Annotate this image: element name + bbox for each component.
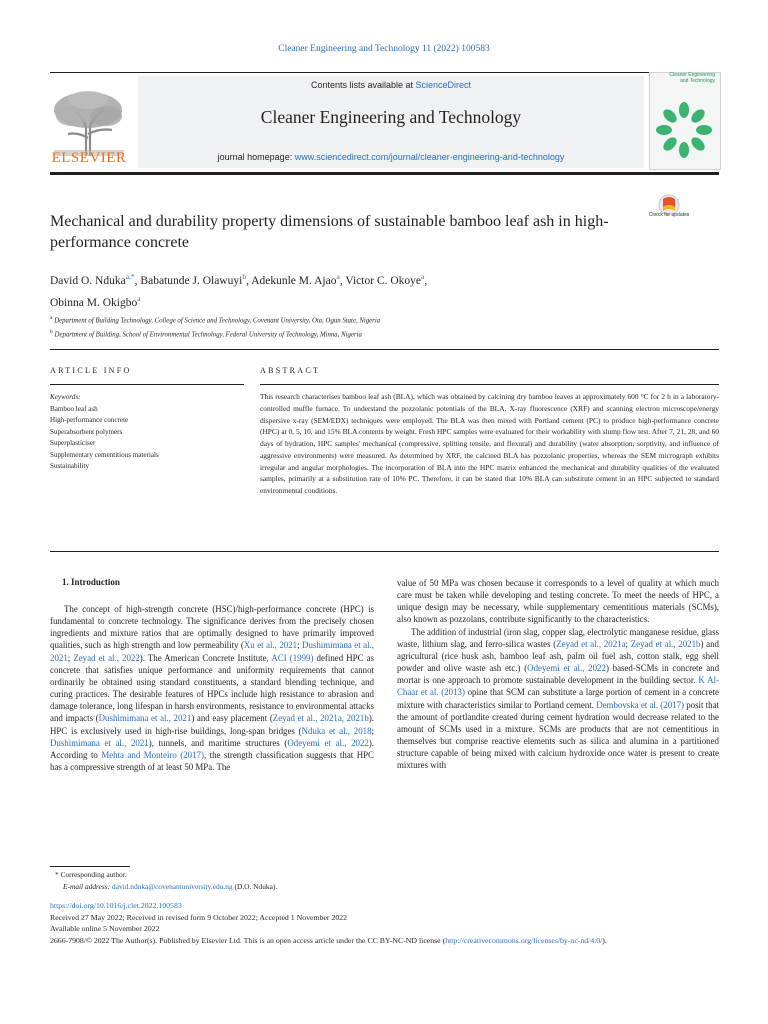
citation-link[interactable]: Zeyad et al., 2021a, 2021b — [272, 713, 369, 724]
keyword-item: Superplasticiser — [50, 439, 96, 447]
journal-homepage-line — [138, 152, 644, 162]
journal-cover-flower-icon — [652, 98, 716, 162]
body-column-right — [397, 577, 719, 772]
license-line — [50, 935, 720, 947]
body-text: ). The American Concrete Institute, — [139, 652, 272, 663]
body-text: posit that the amount of portlandite created during cement hydration would decrease related to the amount of SCMs used in a mixture. SCMs are products that are not cementitious in themselves but comprise reactive elements such as silica and alumina in a partitioned structure capable of being mixed with calcium hydroxide once water is present to create mixtures with — [397, 699, 719, 771]
article-info-rule — [50, 384, 244, 385]
affiliation-item — [50, 327, 650, 341]
paper-title: Mechanical and durability property dimensions of sustainable bamboo leaf ash in high-performance concrete — [50, 213, 609, 251]
affiliations — [50, 313, 650, 341]
journal-title: Cleaner Engineering and Technology — [260, 107, 522, 127]
author-affiliation-mark[interactable]: a — [336, 272, 340, 281]
abstract-heading: ABSTRACT — [260, 366, 321, 375]
author-name[interactable]: David O. Nduka — [50, 274, 126, 287]
citation-link[interactable]: ACI (1999) — [271, 652, 314, 663]
citation-link[interactable]: Odeyemi et al., 2022 — [527, 663, 606, 674]
body-text: ). HPC is exclusively used in high-rise buildings, long-span bridges ( — [50, 713, 374, 736]
contents-line — [138, 80, 644, 90]
author-list: David O. Nduka$^{a,*}$, Babatunde J. Olawuyi$^b$, Adekunle M. Ajao$^a$, Victor C. Okoye$^a$, Obinna M. Okigbo$^a$ — [50, 272, 428, 309]
citation-link[interactable]: K Al-Chaar et al. (2013) — [397, 675, 719, 698]
author-affiliation-mark[interactable]: a,* — [125, 272, 135, 281]
affiliation-text: Department of Building, School of Environmental Technology, Federal University of Technology, Minna, Nigeria — [54, 331, 362, 339]
abstract-text: This research characterises bamboo leaf ash (BLA), which was obtained by calcining dry bamboo leaves at approximately 600 °C for 2 h in a laboratory-controlled muffle furnace. To understand the pozzolanic potentials of the BLA, X-ray fluorescence (XRF) and scanning electron microscope/energy dispersive x-ray (SEM/EDX) techniques were employed. The BLA was then mixed with Portland cement (PC) to produce high-performance concrete (HPC) at 0, 5, 10, and 15% BLA contents by weight. Fresh HPC samples were evaluated for their workability with slump flow test. After 7, 21, 28, and 60 days of hydration, HPC samples' mechanical (compressive, splitting tensile, and flexural) and durability (water absorption, sorptivity, and influence of aggressive environments) were measured. As determined by XRF, the calcined BLA has pozzolanic properties, whereas the SEM micrograph exhibits irregular and angular morphologies. The incorporation of BLA into the HPC matrix enhanced the mechanical and durability qualities of the evaluated samples, primarily at a substitution rate of 10% PC. Therefore, it can be stated that 10% BLA can substitute cement in an HPC subjected to standard environmental conditions. — [260, 392, 719, 495]
keyword-item: High-performance concrete — [50, 416, 129, 424]
citation-link[interactable]: Zeyad et al., 2022 — [73, 652, 140, 663]
body-text: ; — [625, 638, 631, 649]
citation-link[interactable]: Dushimimana et al., 2021 — [50, 640, 374, 663]
body-text: ), tunnels, and maritime structures ( — [148, 737, 288, 748]
keyword-item: Sustainability — [50, 462, 90, 470]
section-heading-introduction: 1. Introduction — [62, 577, 120, 587]
affiliation-item — [50, 313, 650, 327]
email-line — [55, 881, 715, 893]
article-info-heading: ARTICLE INFO — [50, 366, 132, 375]
received-dates: Received 27 May 2022; Received in revised form 9 October 2022; Accepted 1 November 2022 — [50, 912, 348, 922]
contents-prefix: Contents lists available at — [310, 80, 416, 90]
citation-link[interactable]: Xu et al., 2021 — [243, 640, 298, 651]
keywords-label: Keywords: — [50, 393, 81, 401]
doi-link[interactable]: https://doi.org/10.1016/j.clet.2022.100583 — [50, 901, 182, 910]
body-text: opine that SCM can substitute a large portion of cement in a concrete mixture with characteristics similar to Portland cement. — [397, 687, 719, 710]
author-affiliation-mark[interactable]: a — [421, 272, 425, 281]
email-link[interactable]: david.nduka@covenantuniversity.edu.ng — [112, 882, 233, 891]
header-rule-top — [50, 72, 719, 73]
body-text: ; — [67, 652, 74, 663]
author-affiliation-mark[interactable]: b — [242, 272, 247, 281]
keywords-block — [50, 392, 244, 473]
citation-link[interactable]: Dushimimana et al., 2021 — [98, 713, 192, 724]
author-affiliation-mark[interactable]: a — [137, 293, 141, 303]
body-text: ; — [297, 640, 303, 651]
body-text: , the strength classification suggests that HPC has a compressive strength of at least 50 MPa. The — [50, 749, 374, 773]
body-text: ) and agricultural (rice husk ash, bamboo leaf ash, palm oil fuel ash, cotton stalk, egg shell powder and olive waste ash etc.) ( — [397, 638, 719, 674]
affiliation-text: Department of Building Technology, College of Science and Technology, Covenant University, Ota, Ogun State, Nigeria — [54, 317, 381, 325]
check-for-updates-label[interactable]: Check for updates — [648, 212, 690, 218]
body-text: ) based-SCMs in concrete and mortar is one approach to promote sustainable development in the building sector. — [397, 663, 720, 686]
journal-citation[interactable]: Cleaner Engineering and Technology 11 (2022) 100583 — [278, 44, 490, 54]
info-top-rule — [50, 349, 719, 350]
available-online: Available online 5 November 2022 — [50, 924, 160, 933]
body-text: The addition of industrial (iron slag, copper slag, electrolytic manganese residue, glass waste, lithium slag, and ferro-silica wastes ( — [397, 626, 719, 649]
footnotes — [55, 869, 715, 893]
author-name[interactable]: Adekunle M. Ajao — [251, 274, 337, 287]
citation-link[interactable]: Odeyemi et al., 2022 — [287, 737, 369, 748]
citation-link[interactable]: Zeyad et al., 2021a — [556, 638, 626, 649]
homepage-link[interactable]: www.sciencedirect.com/journal/cleaner-engineering-and-technology — [294, 152, 565, 162]
body-text: ) and easy placement ( — [191, 713, 273, 724]
affiliation-mark: a — [50, 315, 53, 321]
keyword-item: Bamboo leaf ash — [50, 404, 98, 413]
license-suffix: ). — [602, 935, 607, 945]
body-paragraph — [397, 626, 719, 772]
email-label: E-mail address: — [63, 882, 112, 891]
citation-link[interactable]: Nduka et al., 2018 — [301, 725, 372, 736]
body-text: defined HPC as concrete that satisfies unique performance and uniformity requirements that cannot ordinarily be obtained using standard constituents, a standard blending technique, and curing practices. The desirable features of HPCs include high resistance to abrasion and damage tolerance, long lifespan in harsh environments, resistance to environmental attacks and impacts ( — [50, 652, 374, 724]
body-column-left — [50, 603, 374, 773]
license-link[interactable]: http://creativecommons.org/licenses/by-nc-nd/4.0/ — [445, 935, 603, 945]
footnote-rule — [50, 866, 130, 867]
body-text: ; — [371, 725, 374, 736]
license-text: 2666-7908/© 2022 The Author(s). Published by Elsevier Ltd. This is an open access article under the CC BY-NC-ND license ( — [50, 935, 446, 945]
email-suffix: (D.O. Nduka). — [232, 882, 278, 891]
citation-link[interactable]: Dushimimana et al., 2021 — [50, 737, 149, 748]
body-paragraph — [50, 603, 374, 773]
author-name[interactable]: Victor C. Okoye — [345, 274, 422, 287]
abstract-rule-top — [260, 384, 719, 385]
body-text: ). According to — [50, 737, 375, 760]
corresponding-author-note: * Corresponding author. — [55, 870, 127, 879]
author-name[interactable]: Babatunde J. Olawuyi — [140, 274, 243, 287]
affiliation-mark: b — [50, 328, 53, 335]
journal-cover-title: Cleaner Engineering and Technology — [669, 72, 715, 84]
header-rule-bottom — [50, 172, 719, 175]
citation-link[interactable]: Dembovska et al. (2017) — [596, 699, 684, 710]
citation-link[interactable]: Mehta and Monteiro (2017) — [101, 749, 204, 760]
homepage-label: journal homepage: — [217, 152, 295, 162]
elsevier-wordmark: ELSEVIER — [51, 150, 127, 166]
sciencedirect-link[interactable]: ScienceDirect — [415, 80, 472, 90]
abstract-bottom-rule — [50, 551, 719, 552]
keyword-item: Supplementary cementitious materials — [50, 450, 159, 459]
author-name[interactable]: Obinna M. Okigbo — [50, 296, 138, 309]
body-paragraph: value of 50 MPa was chosen because it corresponds to a level of quality at which much care must be taken while developing and testing concrete. To meet the needs of HPC, a unique design may be necessary, while supplementary cementitious materials (SCMs), also known as pozzolans, contribute significantly to the characteristics. — [397, 578, 719, 625]
article-metadata — [50, 900, 720, 946]
body-text: The concept of high-strength concrete (HSC)/high-performance concrete (HPC) is fundamental to concrete technology. The significance derives from the precisely chosen ingredients and mixture ratios that are optimally designed to have primarily improved qualities, such as high strength and low permeability ( — [50, 604, 374, 651]
keyword-item: Superabsorbent polymers — [50, 427, 123, 436]
citation-link[interactable]: Zeyad et al., 2021b — [630, 638, 701, 649]
